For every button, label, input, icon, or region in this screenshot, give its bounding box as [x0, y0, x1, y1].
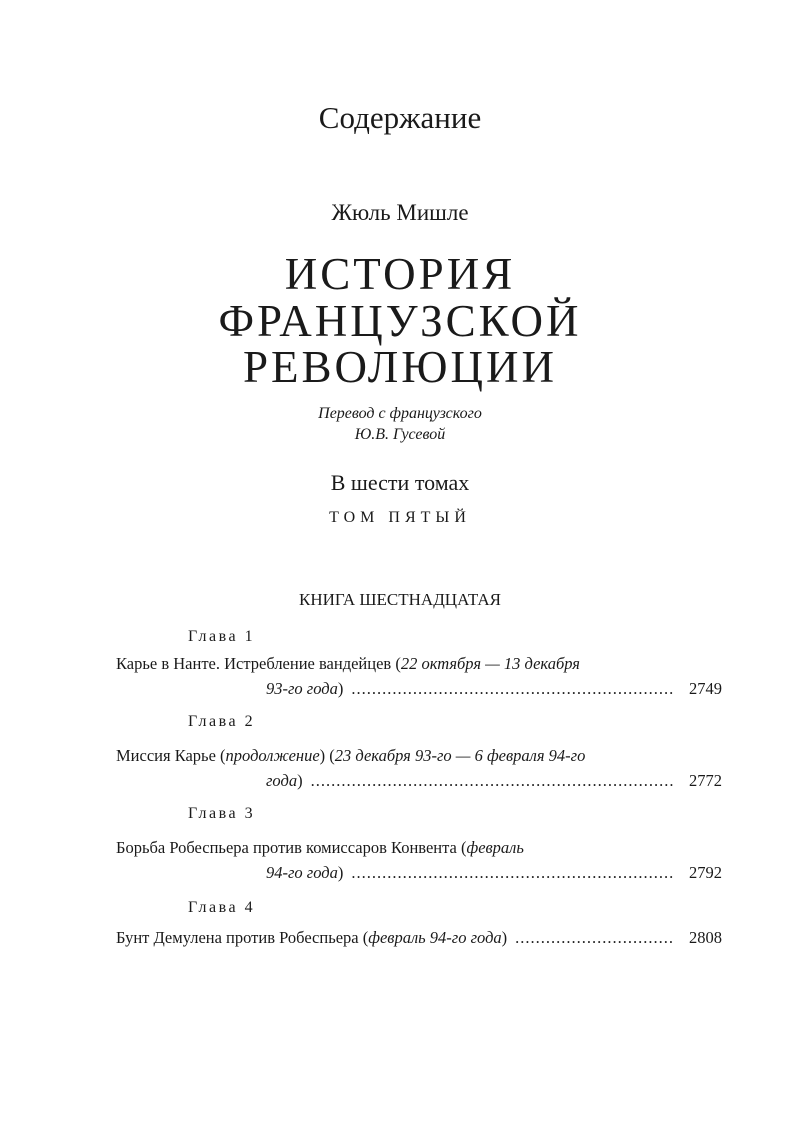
chapter-2-label: Глава 2 — [188, 713, 256, 730]
entry-line-2 — [116, 676, 722, 701]
entry-text: ) — [337, 679, 344, 698]
entry-text: ) — [501, 928, 508, 947]
entry-text: ) — [297, 771, 303, 790]
entry-subtitle-italic: продолжение — [225, 746, 320, 765]
dot-leader — [515, 925, 674, 950]
translation-line-1: Перевод с французского — [318, 405, 482, 422]
entry-line-1 — [116, 925, 722, 950]
entry-text: ) — [337, 863, 344, 882]
entry-line-2 — [116, 768, 722, 793]
dot-leader — [311, 768, 674, 793]
contents-heading: Содержание — [318, 100, 482, 135]
chapter-4-label: Глава 4 — [188, 899, 256, 916]
toc-entry-chapter-1[interactable] — [116, 651, 722, 701]
translation-line-2: Ю.В. Гусевой — [354, 426, 446, 443]
book-heading: КНИГА ШЕСТНАДЦАТАЯ — [298, 590, 502, 609]
entry-text: Борьба Робеспьера против комиссаров Конвента ( — [116, 838, 467, 857]
entry-text: ) ( — [319, 746, 335, 765]
page-number: 2808 — [689, 928, 722, 947]
dot-leader — [351, 860, 674, 885]
entry-date-italic: февраль — [466, 838, 524, 857]
volume-number: ТОМ ПЯТЫЙ — [329, 509, 471, 526]
book-title-line-3: РЕВОЛЮЦИИ — [242, 342, 558, 392]
chapter-3-label: Глава 3 — [188, 805, 256, 822]
toc-entry-chapter-2[interactable] — [116, 743, 722, 793]
entry-line-1 — [116, 835, 722, 860]
entry-date-italic: февраль 94-го года — [368, 928, 502, 947]
page-number: 2772 — [689, 771, 722, 790]
entry-date-italic: года — [266, 771, 298, 790]
chapter-1-label: Глава 1 — [188, 628, 256, 645]
entry-text: Карье в Нанте. Истребление вандейцев ( — [116, 654, 401, 673]
entry-text: Бунт Демулена против Робеспьера ( — [116, 928, 369, 947]
entry-date-italic: 93-го года — [266, 679, 338, 698]
entry-line-1 — [116, 651, 722, 676]
entry-date-italic: 22 октября — 13 декабря — [400, 654, 580, 673]
page-number: 2792 — [689, 863, 722, 882]
entry-text: Миссия Карье ( — [116, 746, 226, 765]
entry-date-italic: 23 декабря 93-го — 6 февраля 94-го — [334, 746, 586, 765]
dot-leader — [351, 676, 674, 701]
page-number: 2749 — [689, 679, 722, 698]
toc-entry-chapter-3[interactable] — [116, 835, 722, 885]
toc-entry-chapter-4[interactable] — [116, 925, 722, 950]
author-name: Жюль Мишле — [331, 200, 469, 225]
book-title-line-1: ИСТОРИЯ — [284, 249, 516, 299]
entry-line-1 — [116, 743, 722, 768]
entry-date-italic: 94-го года — [266, 863, 338, 882]
book-title-line-2: ФРАНЦУЗСКОЙ — [218, 296, 582, 346]
translation-credit — [0, 403, 800, 445]
volumes-count: В шести томах — [330, 470, 470, 495]
entry-line-2 — [116, 860, 722, 885]
